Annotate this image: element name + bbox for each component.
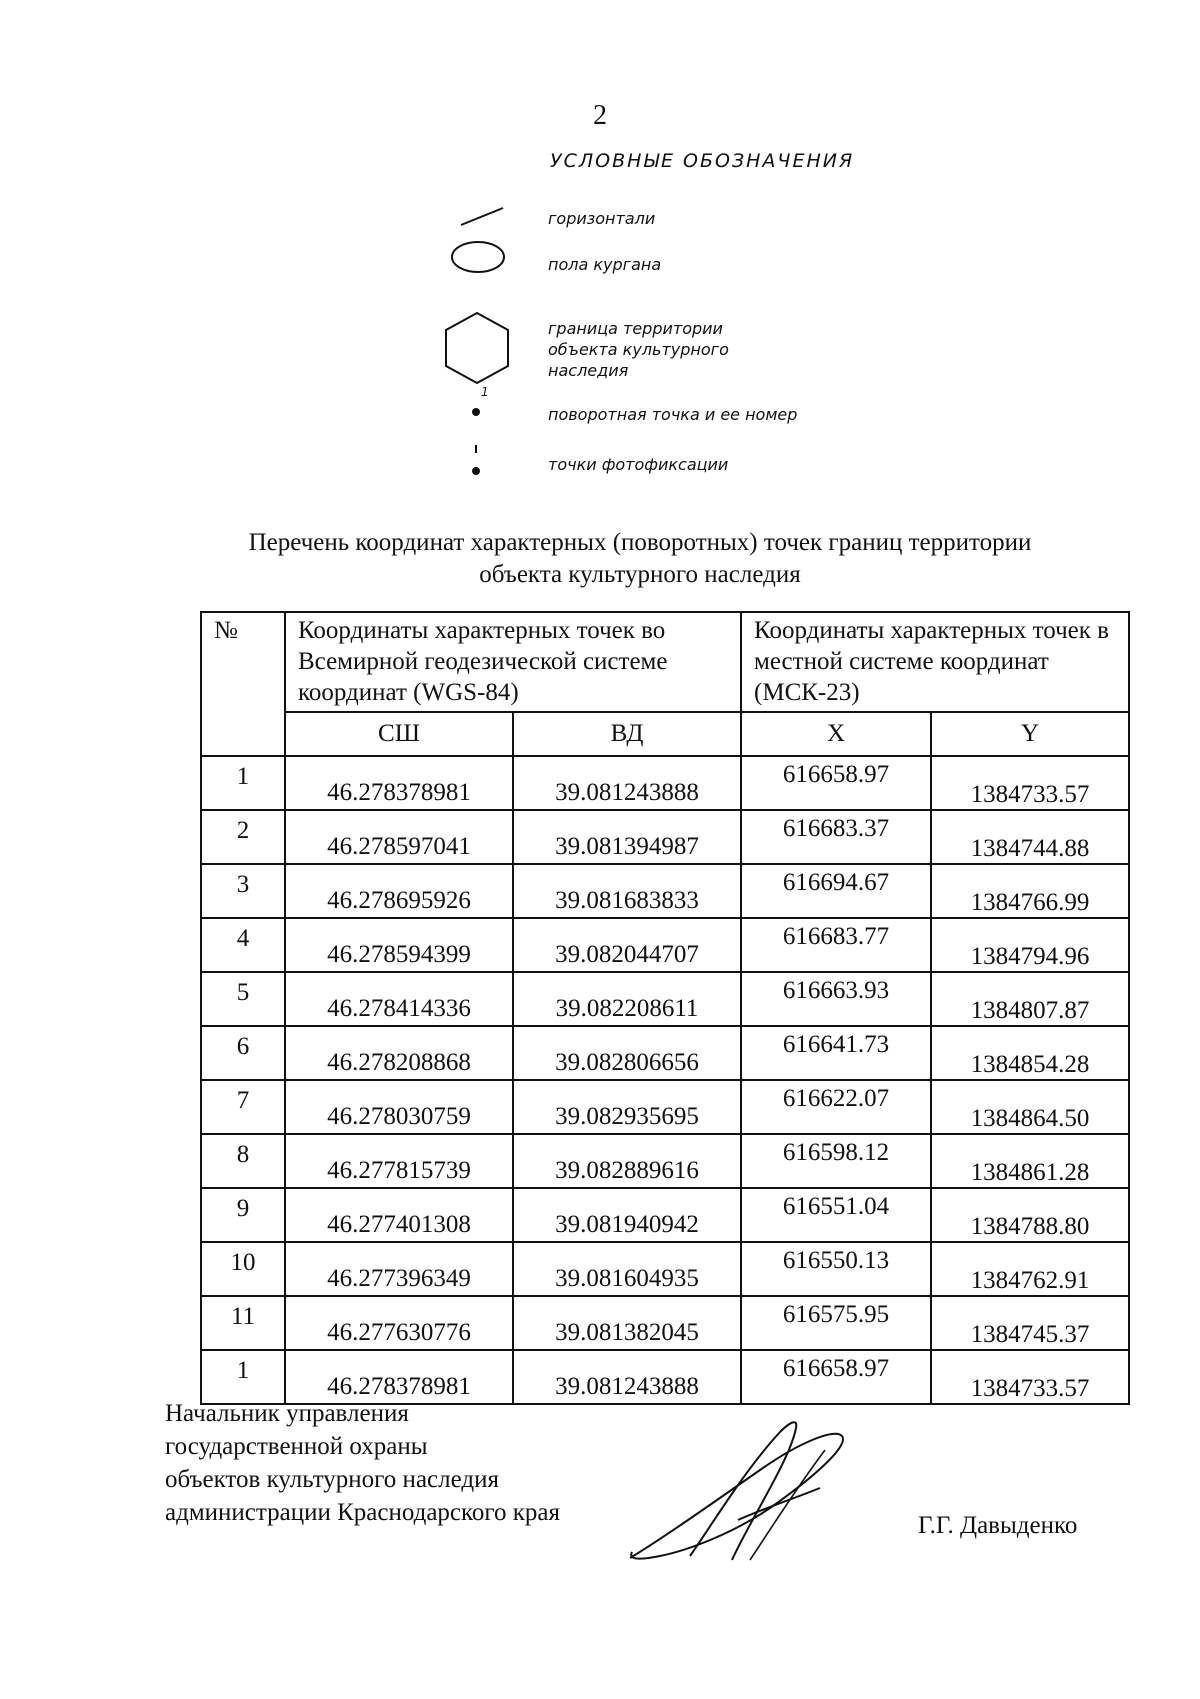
x-cell: 616641.73: [741, 1026, 931, 1080]
y-cell: 1384794.96: [931, 918, 1129, 972]
x-cell: 616598.12: [741, 1134, 931, 1188]
latitude-cell: 46.278594399: [285, 918, 513, 972]
point-number-label: 1: [481, 385, 489, 399]
longitude-cell: 39.082935695: [513, 1080, 741, 1134]
legend-label-boundary: [548, 318, 729, 381]
header-number: №: [201, 612, 285, 756]
document-title: [180, 527, 1100, 591]
legend-label-mound: пола кургана: [548, 255, 662, 274]
y-cell: 1384733.57: [931, 756, 1129, 810]
latitude-cell: 46.277630776: [285, 1296, 513, 1350]
x-cell: 616683.77: [741, 918, 931, 972]
header-x: X: [741, 712, 931, 756]
title-line-2: объекта культурного наследия: [479, 561, 801, 588]
longitude-cell: 39.082208611: [513, 972, 741, 1026]
longitude-cell: 39.081940942: [513, 1188, 741, 1242]
row-number: 4: [201, 918, 285, 972]
signer-name: Г.Г. Давыденко: [918, 1512, 1078, 1539]
y-cell: 1384864.50: [931, 1080, 1129, 1134]
contour-line-icon: [458, 203, 508, 229]
table-row: [201, 1296, 1129, 1350]
table-row: [201, 756, 1129, 810]
y-cell: 1384766.99: [931, 864, 1129, 918]
numbered-point-icon: [470, 385, 490, 421]
longitude-cell: 39.081243888: [513, 1350, 741, 1404]
row-number: 3: [201, 864, 285, 918]
latitude-cell: 46.278695926: [285, 864, 513, 918]
row-number: 1: [201, 756, 285, 810]
table-row: [201, 1134, 1129, 1188]
table-row: [201, 972, 1129, 1026]
x-cell: 616575.95: [741, 1296, 931, 1350]
hexagon-icon: [442, 310, 512, 386]
header-y: Y: [931, 712, 1129, 756]
longitude-cell: 39.081394987: [513, 810, 741, 864]
latitude-cell: 46.278378981: [285, 1350, 513, 1404]
longitude-cell: 39.081382045: [513, 1296, 741, 1350]
latitude-cell: 46.277401308: [285, 1188, 513, 1242]
header-latitude: СШ: [285, 712, 513, 756]
row-number: 10: [201, 1242, 285, 1296]
table-row: [201, 1350, 1129, 1404]
x-cell: 616658.97: [741, 756, 931, 810]
y-cell: 1384744.88: [931, 810, 1129, 864]
row-number: 9: [201, 1188, 285, 1242]
y-cell: 1384807.87: [931, 972, 1129, 1026]
x-cell: 616622.07: [741, 1080, 931, 1134]
x-cell: 616663.93: [741, 972, 931, 1026]
longitude-cell: 39.082889616: [513, 1134, 741, 1188]
table-row: [201, 918, 1129, 972]
coordinates-table: [200, 611, 1130, 1405]
y-cell: 1384788.80: [931, 1188, 1129, 1242]
position-line-2: государственной охраны: [165, 1433, 428, 1460]
y-cell: 1384733.57: [931, 1350, 1129, 1404]
table-row: [201, 1188, 1129, 1242]
y-cell: 1384762.91: [931, 1242, 1129, 1296]
y-cell: 1384745.37: [931, 1296, 1129, 1350]
table-row: [201, 1080, 1129, 1134]
longitude-cell: 39.081683833: [513, 864, 741, 918]
handwritten-signature: [620, 1410, 860, 1570]
signature-block: [165, 1397, 560, 1529]
table-row: [201, 1242, 1129, 1296]
legend-title: УСЛОВНЫЕ ОБОЗНАЧЕНИЯ: [550, 150, 855, 172]
page-number: 2: [593, 100, 607, 131]
latitude-cell: 46.278378981: [285, 756, 513, 810]
x-cell: 616550.13: [741, 1242, 931, 1296]
latitude-cell: 46.278208868: [285, 1026, 513, 1080]
legend-label-photo-points: точки фотофиксации: [548, 455, 729, 474]
title-line-1: Перечень координат характерных (поворотных) точек границ территории: [248, 529, 1032, 556]
latitude-cell: 46.278414336: [285, 972, 513, 1026]
header-wgs84: Координаты характерных точек во Всемирной геодезической системе координат (WGS-84): [285, 612, 741, 712]
header-msk23: Координаты характерных точек в местной системе координат (МСК-23): [741, 612, 1129, 712]
latitude-cell: 46.277815739: [285, 1134, 513, 1188]
header-longitude: ВД: [513, 712, 741, 756]
longitude-cell: 39.082806656: [513, 1026, 741, 1080]
longitude-cell: 39.081604935: [513, 1242, 741, 1296]
latitude-cell: 46.278597041: [285, 810, 513, 864]
row-number: 1: [201, 1350, 285, 1404]
latitude-cell: 46.277396349: [285, 1242, 513, 1296]
position-line-4: администрации Краснодарского края: [165, 1499, 561, 1526]
latitude-cell: 46.278030759: [285, 1080, 513, 1134]
legend-label-boundary-line3: наследия: [548, 361, 629, 380]
row-number: 5: [201, 972, 285, 1026]
row-number: 11: [201, 1296, 285, 1350]
row-number: 2: [201, 810, 285, 864]
x-cell: 616658.97: [741, 1350, 931, 1404]
row-number: 7: [201, 1080, 285, 1134]
table-row: [201, 1026, 1129, 1080]
legend-label-turning-point: поворотная точка и ее номер: [548, 405, 798, 424]
photo-point-icon: [470, 445, 486, 479]
table-row: [201, 864, 1129, 918]
legend-label-contours: горизонтали: [548, 209, 656, 228]
longitude-cell: 39.081243888: [513, 756, 741, 810]
position-line-1: Начальник управления: [165, 1400, 409, 1427]
x-cell: 616551.04: [741, 1188, 931, 1242]
position-line-3: объектов культурного наследия: [165, 1466, 499, 1493]
y-cell: 1384854.28: [931, 1026, 1129, 1080]
legend-label-boundary-line1: граница территории: [548, 319, 723, 338]
y-cell: 1384861.28: [931, 1134, 1129, 1188]
row-number: 6: [201, 1026, 285, 1080]
legend-label-boundary-line2: объекта культурного: [548, 340, 729, 359]
ellipse-icon: [448, 237, 508, 277]
table-row: [201, 810, 1129, 864]
longitude-cell: 39.082044707: [513, 918, 741, 972]
row-number: 8: [201, 1134, 285, 1188]
x-cell: 616694.67: [741, 864, 931, 918]
x-cell: 616683.37: [741, 810, 931, 864]
